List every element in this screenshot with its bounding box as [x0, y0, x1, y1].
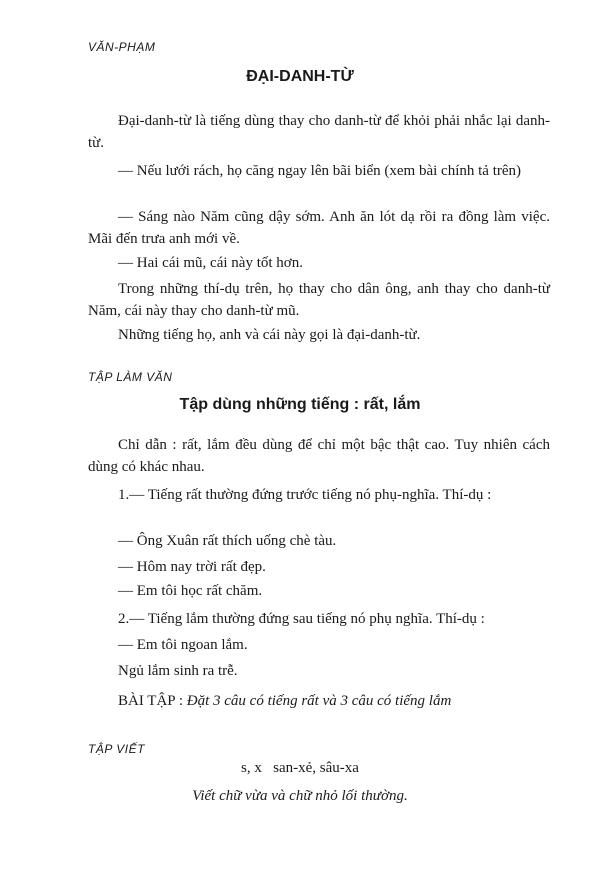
grammar-title: ĐẠI-DANH-TỪ — [246, 68, 354, 85]
grammar-conclusion: Những tiếng họ, anh và cái này gọi là đại-danh-từ. — [118, 327, 421, 343]
composition-example-1: — Ông Xuân rất thích uống chè tàu. — [118, 533, 337, 549]
composition-exercise — [88, 690, 550, 712]
composition-example-5: Ngủ lắm sinh ra trễ. — [118, 663, 238, 679]
composition-rule-2: 2.— Tiếng lắm thường đứng sau tiếng nó phụ nghĩa. Thí-dụ : — [118, 611, 485, 627]
composition-example-4: — Em tôi ngoan lắm. — [118, 637, 248, 653]
section-label-writing: TẬP VIẾT — [88, 742, 145, 756]
section-label-composition: TẬP LÀM VĂN — [88, 370, 173, 384]
composition-example-2: — Hôm nay trời rất đẹp. — [118, 559, 266, 575]
grammar-example-2: — Sáng nào Năm cũng dậy sớm. Anh ăn lót dạ rồi ra đồng làm việc. Mãi đến trưa anh mới về. — [88, 209, 550, 247]
writing-instruction: Viết chữ vừa và chữ nhỏ lối thường. — [192, 788, 408, 804]
grammar-example-1: — Nếu lưới rách, họ căng ngay lên bãi biển (xem bài chính tả trên) — [118, 163, 522, 179]
grammar-example-3: — Hai cái mũ, cái này tốt hơn. — [118, 255, 303, 271]
section-label-grammar: VĂN-PHẠM — [88, 40, 156, 54]
exercise-text: Đặt 3 câu có tiếng rất và 3 câu có tiếng lắm — [186, 693, 452, 709]
composition-example-3: — Em tôi học rất chăm. — [118, 583, 263, 599]
composition-rule-1: 1.— Tiếng rất thường đứng trước tiếng nó phụ-nghĩa. Thí-dụ : — [118, 487, 492, 503]
exercise-label: BÀI TẬP : — [118, 693, 184, 709]
grammar-explanation: Trong những thí-dụ trên, họ thay cho dân ông, anh thay cho danh-từ Năm, cái này thay cho danh-từ mũ. — [88, 281, 550, 319]
composition-title: Tập dùng những tiếng : rất, lắm — [179, 396, 421, 413]
composition-guide: Chỉ dẫn : rất, lắm đều dùng để chỉ một bậc thật cao. Tuy nhiên cách dùng có khác nhau. — [88, 437, 550, 475]
writing-letters: s, x san-xẻ, sâu-xa — [241, 760, 359, 776]
grammar-intro: Đại-danh-từ là tiếng dùng thay cho danh-từ để khỏi phải nhắc lại danh-từ. — [88, 113, 550, 151]
